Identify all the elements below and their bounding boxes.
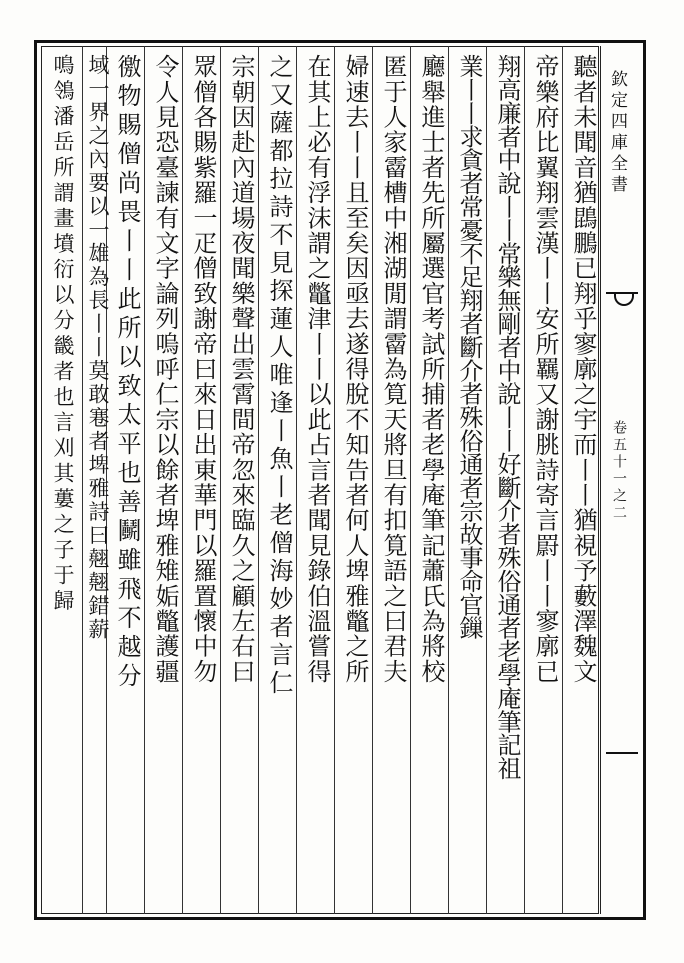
- text-column-3: 翔高廉者中說丨丨常樂無剛者中說丨丨好斷介者殊俗通者老學庵筆記祖: [493, 54, 521, 780]
- text-column-10: 宗朝因赴內道場夜聞樂聲出雲霄間帝忽來臨久之顧左右曰: [227, 54, 255, 684]
- column-rule: [82, 46, 83, 914]
- text-column-11: 眾僧各賜紫羅一疋僧致謝帝曰來日出東華門以羅置懷中勿: [189, 54, 217, 684]
- text-column-13: 徼物賜僧尚畏丨丨此所以致太平也善鬭雖飛不越分: [113, 54, 141, 692]
- text-column-14: 域一界之內要以一雄為長丨丨莫敢寋者埤雅詩曰翹翹錯薪: [86, 54, 110, 642]
- text-column-6: 匿于人家霤槽中湘湖閒謂霤為筧天將旦有扣筧語之曰君夫: [379, 54, 407, 684]
- text-column-4: 業丨丨求貪者常憂不足翔者斷介者殊俗通者宗故事命官鏁: [455, 54, 483, 640]
- lower-fishtail-rule: [606, 752, 638, 754]
- margin-book-title: 欽定四庫全書: [607, 70, 627, 196]
- text-column-2: 帝樂府比翼翔雲漢丨丨安所羈又謝朓詩寄言罻丨丨寥廓已: [531, 54, 559, 684]
- text-column-1: 聽者未聞音猶鵾鵬已翔乎寥廓之宇而丨丨猶視予藪澤魏文: [569, 54, 597, 684]
- text-column-7: 婦速去丨丨且至矣因亟去遂得脫不知告者何人埤雅鼈之所: [341, 54, 369, 684]
- text-column-12: 令人見恐臺諫有文字論列嗚呼仁宗以餘者埤雅雉姤鼈護疆: [151, 54, 179, 684]
- margin-volume-number: 卷五十一之二: [611, 420, 627, 522]
- fishtail-mark: [606, 292, 638, 308]
- text-column-9: 之又薩都拉詩不見探蓮人唯逢丨魚丨老僧海妙者言仁: [265, 54, 293, 698]
- text-column-15: 鳴鴒潘岳所謂畫墳衍以分畿者也言刈其蔞之子于歸: [51, 54, 75, 615]
- text-column-8: 在其上必有浮沫謂之鼈津丨丨以此占言者聞見錄伯溫嘗得: [303, 54, 331, 684]
- text-column-5: 廳舉進士者先所屬選官考試所捕者老學庵筆記蕭氏為將校: [417, 54, 445, 684]
